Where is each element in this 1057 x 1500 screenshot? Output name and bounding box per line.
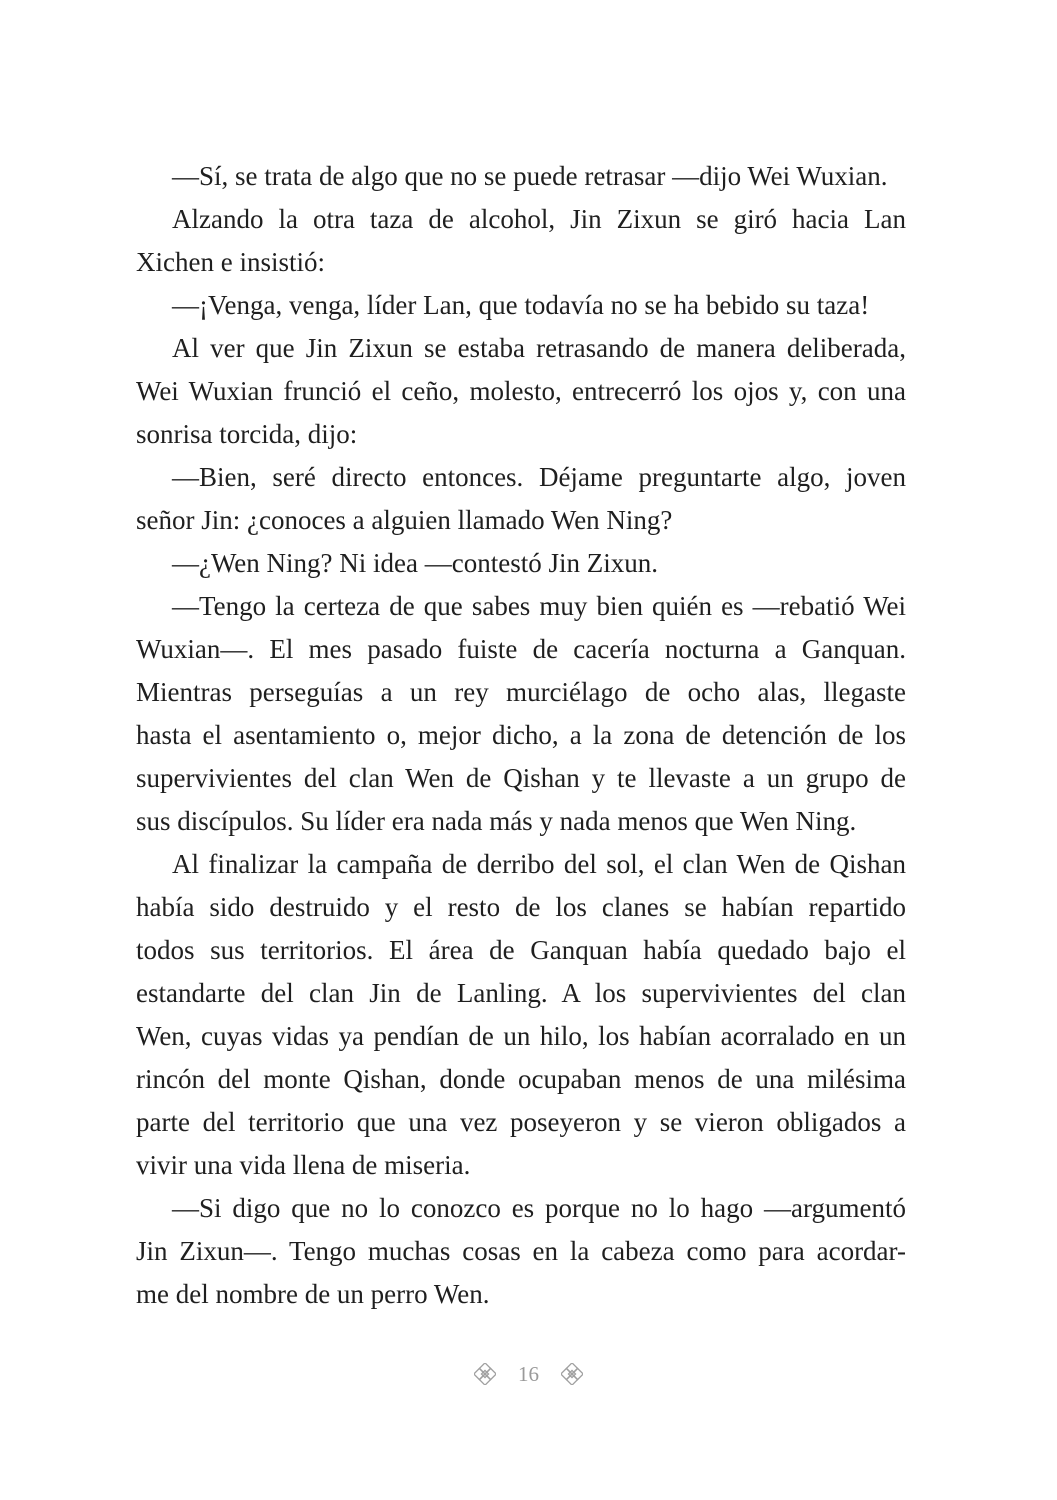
- text-line: parte del territorio que una vez poseyeron y se vieron obligados a: [136, 1107, 906, 1137]
- text-line: Alzando la otra taza de alcohol, Jin Zixun se giró hacia Lan: [172, 204, 906, 234]
- text-line: todos sus territorios. El área de Ganquan había quedado bajo el: [136, 935, 906, 965]
- paragraph: [136, 327, 906, 456]
- text-line: —Tengo la certeza de que sabes muy bien quién es —rebatió Wei: [172, 591, 906, 621]
- paragraph: [136, 284, 906, 327]
- endless-knot-icon: [474, 1363, 496, 1385]
- text-line: vivir una vida llena de miseria.: [136, 1150, 471, 1180]
- paragraph: [136, 843, 906, 1187]
- endless-knot-icon: [561, 1363, 583, 1385]
- text-line: Al ver que Jin Zixun se estaba retrasando de manera deliberada,: [172, 333, 906, 363]
- text-line: Wen, cuyas vidas ya pendían de un hilo, los habían acorralado en un: [136, 1021, 906, 1051]
- text-line: supervivientes del clan Wen de Qishan y te llevaste a un grupo de: [136, 763, 906, 793]
- text-line: Al finalizar la campaña de derribo del sol, el clan Wen de Qishan: [172, 849, 906, 879]
- page-number: 16: [518, 1362, 539, 1386]
- paragraph: [136, 542, 906, 585]
- text-line: Jin Zixun—. Tengo muchas cosas en la cabeza como para acordar-: [136, 1236, 906, 1266]
- text-line: Xichen e insistió:: [136, 247, 325, 277]
- text-line: —¿Wen Ning? Ni idea —contestó Jin Zixun.: [172, 548, 658, 578]
- text-line: Mientras perseguías a un rey murciélago de ocho alas, llegaste: [136, 677, 906, 707]
- text-line: —Bien, seré directo entonces. Déjame preguntarte algo, joven: [172, 462, 906, 492]
- body-text: [136, 155, 906, 1316]
- page-footer: [0, 1356, 1057, 1392]
- text-line: rincón del monte Qishan, donde ocupaban menos de una milésima: [136, 1064, 906, 1094]
- text-line: señor Jin: ¿conoces a alguien llamado Wen Ning?: [136, 505, 673, 535]
- text-line: me del nombre de un perro Wen.: [136, 1279, 490, 1309]
- text-line: Wei Wuxian frunció el ceño, molesto, entrecerró los ojos y, con una: [136, 376, 906, 406]
- text-line: —Si digo que no lo conozco es porque no lo hago —argumentó: [172, 1193, 906, 1223]
- paragraph: [136, 585, 906, 843]
- paragraph: [136, 1187, 906, 1316]
- paragraph: [136, 456, 906, 542]
- text-line: sonrisa torcida, dijo:: [136, 419, 358, 449]
- text-line: Wuxian—. El mes pasado fuiste de cacería nocturna a Ganquan.: [136, 634, 906, 664]
- text-line: —Sí, se trata de algo que no se puede retrasar —dijo Wei Wuxian.: [172, 161, 888, 191]
- text-line: había sido destruido y el resto de los clanes se habían repartido: [136, 892, 906, 922]
- paragraph: [136, 198, 906, 284]
- text-line: sus discípulos. Su líder era nada más y nada menos que Wen Ning.: [136, 806, 857, 836]
- paragraph: [136, 155, 906, 198]
- text-line: hasta el asentamiento o, mejor dicho, a la zona de detención de los: [136, 720, 906, 750]
- text-line: —¡Venga, venga, líder Lan, que todavía no se ha bebido su taza!: [172, 290, 870, 320]
- text-line: estandarte del clan Jin de Lanling. A los supervivientes del clan: [136, 978, 906, 1008]
